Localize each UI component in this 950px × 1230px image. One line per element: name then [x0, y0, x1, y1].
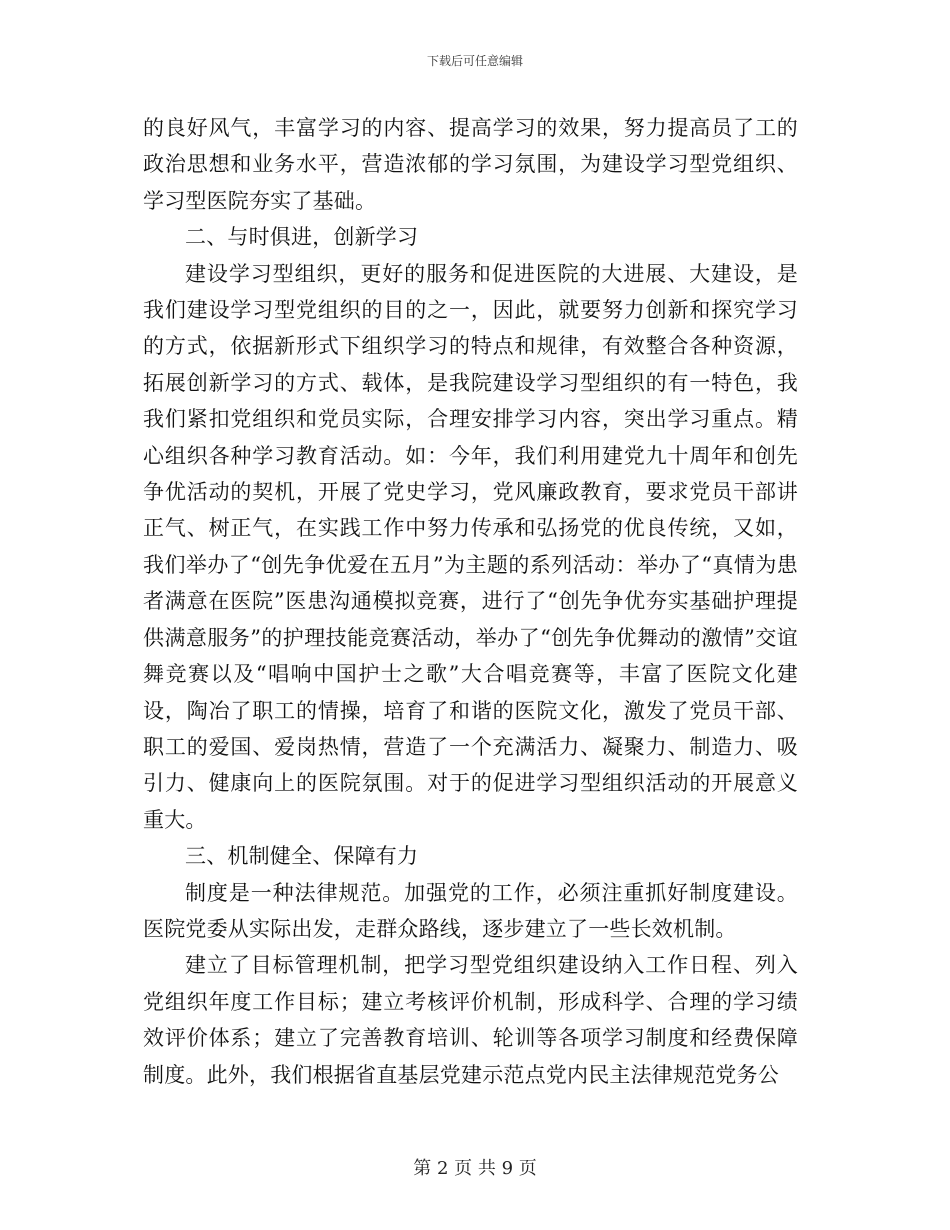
paragraph: 建立了目标管理机制，把学习型党组织建设纳入工作日程、列入党组织年度工作目标；建立考核评价机制，形成科学、合理的学习绩效评价体系；建立了完善教育培训、轮训等各项学习制度和经费保障制度。此外，我们根据省直基层党建示范点党内民主法律规范党务公 [143, 953, 798, 1087]
section-heading-3: 三、机制健全、保障有力 [185, 844, 419, 869]
page-number: 第 2 页 共 9 页 [413, 1158, 537, 1179]
document-body [143, 110, 798, 1093]
paragraph: 制度是一种法律规范。加强党的工作，必须注重抓好制度建设。医院党委从实际出发，走群众路线，逐步建立了一些长效机制。 [143, 880, 798, 941]
paragraph-continuation: 的良好风气，丰富学习的内容、提高学习的效果，努力提高员了工的政治思想和业务水平，营造浓郁的学习氛围，为建设学习型党组织、学习型医院夯实了基础。 [143, 116, 798, 213]
section-heading-2: 二、与时俱进，创新学习 [185, 225, 419, 250]
header-note: 下载后可任意编辑 [426, 54, 523, 68]
paragraph: 建设学习型组织，更好的服务和促进医院的大进展、大建设，是我们建设学习型党组织的目的之一，因此，就要努力创新和探究学习的方式，依据新形式下组织学习的特点和规律，有效整合各种资源，拓展创新学习的方式、载体，是我院建设学习型组织的有一特色，我我们紧扣党组织和党员实际，合理安排学习内容，突出学习重点。精心组织各种学习教育活动。如：今年，我们利用建党九十周年和创先争优活动的契机，开展了党史学习，党风廉政教育，要求党员干部讲正气、树正气，在实践工作中努力传承和弘扬党的优良传统，又如，我们举办了“创先争优爱在五月”为主题的系列活动：举办了“真情为患者满意在医院”医患沟通模拟竞赛，进行了“创先争优夯实基础护理提供满意服务”的护理技能竞赛活动，举办了“创先争优舞动的激情”交谊舞竞赛以及“唱响中国护士之歌”大合唱竞赛等，丰富了医院文化建设，陶冶了职工的情操，培育了和谐的医院文化，激发了党员干部、职工的爱国、爱岗热情，营造了一个充满活力、凝聚力、制造力、吸引力、健康向上的医院氛围。对于的促进学习型组织活动的开展意义重大。 [143, 261, 798, 832]
